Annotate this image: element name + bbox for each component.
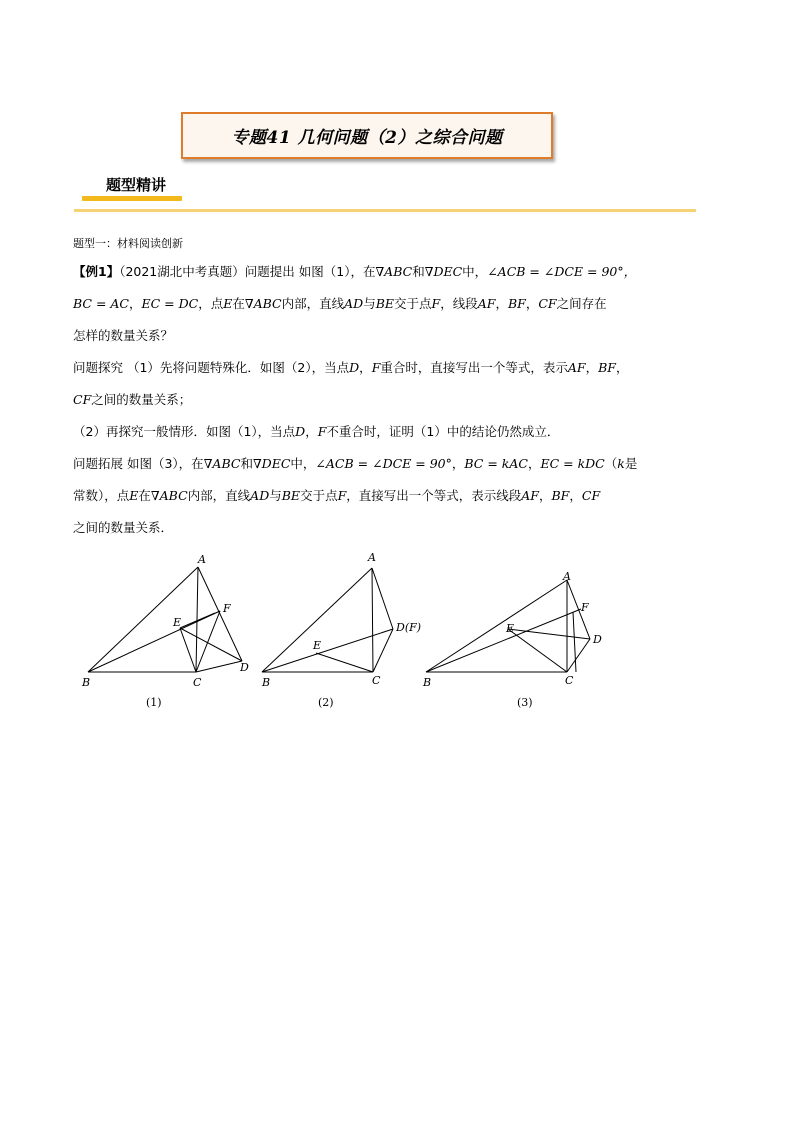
math: EC = DC [141,296,199,311]
fig3-label-a: A [563,570,571,583]
line-1 [73,256,723,288]
math: ∇DEC [252,456,291,471]
type-label: 题型一：材料阅读创新 [73,237,183,250]
fig2-caption: (2) [318,696,334,709]
math: F [371,360,381,375]
example-tag: 【例1】 [73,264,120,279]
fig1-label-b: B [82,676,91,689]
math: BF [507,296,526,311]
text: ， [615,360,629,375]
math: ∠ACB = ∠DCE = 90° [315,456,452,471]
math: E [129,488,139,503]
fig3-label-f: F [581,601,589,614]
math: ∇ABC [203,456,241,471]
fig3-label-c: C [565,674,574,687]
fig2-label-e: E [313,639,322,652]
text: 问题探究 （1）先将问题特殊化．如图（2），当点 [73,360,350,375]
line-8 [73,480,723,512]
text: ，点 [198,296,224,311]
text: 与 [269,488,282,503]
title-box [181,112,553,159]
math: F [337,488,347,503]
fig1-caption: (1) [146,696,162,709]
math: D [349,360,360,375]
fig3-label-e: E [506,622,515,635]
math: ∇ABC [244,296,282,311]
text: （2021湖北中考真题）问题提出 如图（1），在 [119,264,376,279]
fig2-label-a: A [368,551,376,564]
math: F [317,424,327,439]
math: ∠ACB = ∠DCE = 90°， [487,264,637,279]
line-2 [73,288,723,320]
math: BC = AC [73,296,129,311]
fig3-caption: (3) [517,696,533,709]
math: D [295,424,306,439]
fig3-label-b: B [423,676,432,689]
text: 内部，直线 [281,296,345,311]
text: 与 [363,296,376,311]
math: AD [250,488,270,503]
text: ， [451,456,465,471]
math: CF [73,392,92,407]
text: ，直接写出一个等式，表示线段 [346,488,522,503]
math: k [617,456,625,471]
line-7 [73,448,723,480]
math: BF [551,488,570,503]
text: 是 [624,456,638,471]
section-heading: 题型精讲 [106,176,167,194]
text: 内部，直线 [187,488,251,503]
problem-text [73,232,723,544]
text: 中， [462,264,488,279]
math: CF [538,296,557,311]
text: 交于点 [300,488,338,503]
math: ∇ABC [150,488,188,503]
math: AD [344,296,364,311]
math: CF [581,488,601,503]
text: 和 [240,456,253,471]
section-divider [74,209,696,212]
text: （2）再探究一般情形．如图（1），当点 [73,424,296,439]
math: ∇DEC [424,264,463,279]
text: 和 [412,264,425,279]
text: 重合时，直接写出一个等式，表示 [380,360,568,375]
geometry-figures [70,540,750,720]
math: AF [521,488,539,503]
section-underline [82,196,182,201]
text: ， [585,360,599,375]
fig3-label-d: D [593,633,602,646]
fig1-label-d: D [240,661,249,674]
line-3: 怎样的数量关系？ [73,328,174,343]
text: 交于点 [394,296,432,311]
math: BF [598,360,616,375]
fig1-label-a: A [198,553,206,566]
line-4 [73,352,723,384]
text: ， [538,488,552,503]
text: ， [569,488,582,503]
text: ， [495,296,508,311]
text: 中， [290,456,316,471]
text: 在 [232,296,245,311]
math: E [223,296,233,311]
math: AF [477,296,496,311]
text: 在 [138,488,151,503]
text: 常数），点 [73,488,130,503]
math: F [431,296,441,311]
math: BE [375,296,395,311]
text: 之间的数量关系； [91,392,192,407]
math: EC = kDC [540,456,605,471]
fig2-label-c: C [372,674,381,687]
fig1-label-e: E [173,616,182,629]
figure-2 [262,568,393,672]
text: ， [527,456,541,471]
text: 之间存在 [556,296,607,311]
text: 问题拓展 如图（3），在 [73,456,204,471]
page-title: 专题41 几何问题（2）之综合问题 [231,128,503,148]
fig1-label-c: C [193,676,202,689]
fig1-label-f: F [223,602,231,615]
text: ，线段 [440,296,478,311]
line-5 [73,384,723,416]
text: 不重合时，证明（1）中的结论仍然成立． [326,424,560,439]
math: ∇ABC [375,264,413,279]
figures [70,540,750,720]
fig2-label-df: D(F) [396,621,422,634]
math: AF [567,360,586,375]
figure-1 [88,567,242,672]
fig2-label-b: B [262,676,271,689]
text: ， [359,360,372,375]
text: ， [525,296,539,311]
math: BE [281,488,301,503]
text: （ [604,456,618,471]
line-6 [73,416,723,448]
line-9: 之间的数量关系． [73,520,174,535]
math: BC = kAC [464,456,528,471]
text: ， [305,424,318,439]
text: ， [129,296,142,311]
